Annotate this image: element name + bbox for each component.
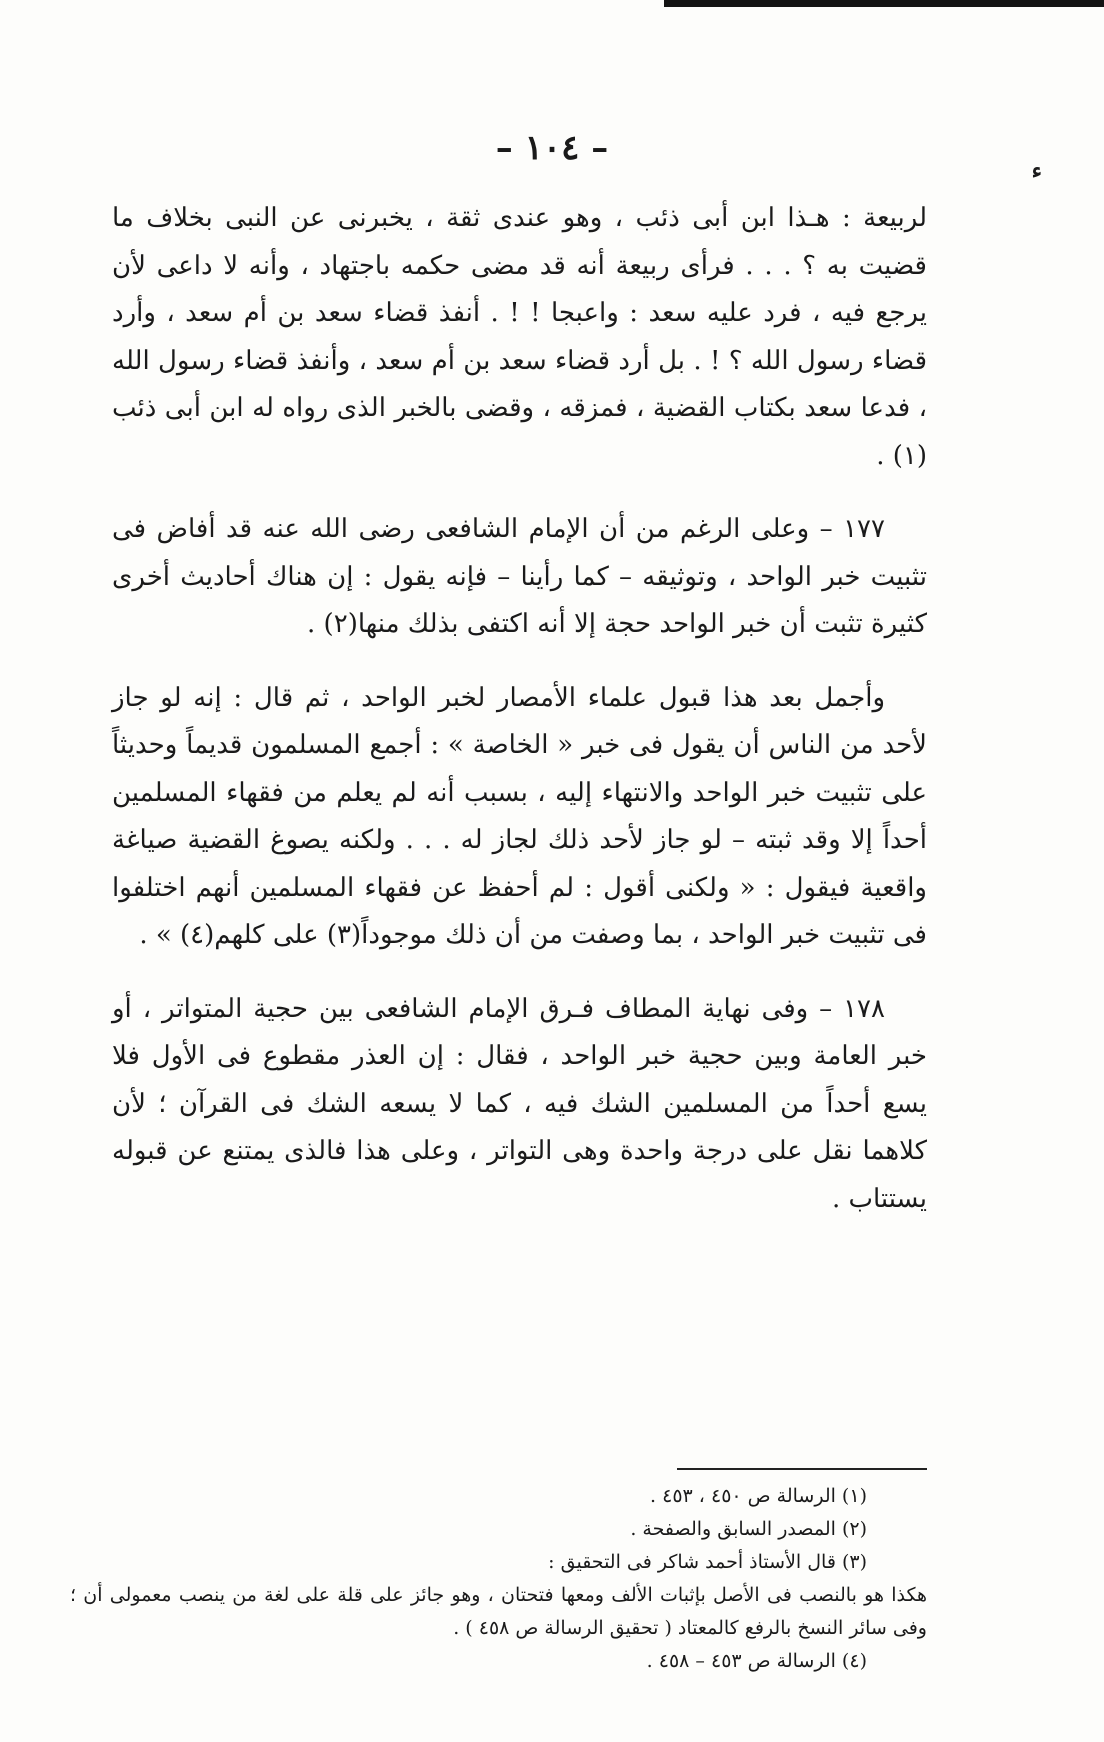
footnote-3: (٣) قال الأستاذ أحمد شاكر فى التحقيق : — [548, 1551, 867, 1573]
scan-top-edge — [664, 0, 1104, 7]
paragraph-continuation: لربيعة : هـذا ابن أبى ذئب ، وهو عندى ثقة ، يخبرنى عن النبى بخلاف ما قضيت به ؟ . . . فرأى ربيعة أنه قد مضى حكمه باجتهاد ، وأنه لا داعى لأن يرجع فيه ، فرد عليه سعد : واعبجا ! ! . أنفذ قضاء سعد بن أم سعد ، وأرد قضاء رسول الله ؟ ! . بل أرد قضاء سعد بن أم سعد ، وأنفذ قضاء رسول الله ، فدعا سعد بكتاب القضية ، فمزقه ، وقضى بالخبر الذى رواه له ابن أبى ذئب (١) . — [112, 203, 927, 471]
footnote-divider — [677, 1468, 927, 1470]
paragraph-178: ١٧٨ – وفى نهاية المطاف فـرق الإمام الشافعى بين حجية المتواتر ، أو خبر العامة وبين حجية خبر الواحد ، فقال : إن العذر مقطوع فى الأول فلا يسع أحداً من المسلمين الشك فيه ، كما لا يسعه الشك فى القرآن ؛ لأن كلاهما نقل على درجة واحدة وهى التواتر ، وعلى هذا فالذى يمتنع عن قبوله يستتاب . — [112, 993, 927, 1214]
footnote-2: (٢) المصدر السابق والصفحة . — [630, 1518, 867, 1540]
body-text — [112, 195, 927, 1249]
footnote-3-text: هكذا هو بالنصب فى الأصل بإثبات الألف ومعها فتحتان ، وهو جائز على قلة على لغة من ينصب معمولى أن ؛ وفى سائر النسخ بالرفع كالمعتاد ( تحقيق الرسالة ص ٤٥٨ ) . — [70, 1584, 927, 1639]
footnote-4: (٤) الرسالة ص ٤٥٣ – ٤٥٨ . — [646, 1650, 867, 1672]
margin-mark: ء — [1031, 158, 1042, 184]
footnotes — [70, 1480, 927, 1678]
page-number: – ١٠٤ – — [495, 128, 609, 168]
paragraph-consensus: وأجمل بعد هذا قبول علماء الأمصار لخبر الواحد ، ثم قال : إنه لو جاز لأحد من الناس أن يقول فى خبر « الخاصة » : أجمع المسلمون قديماً وحديثاً على تثبيت خبر الواحد والانتهاء إليه ، بسبب أنه لم يعلم من فقهاء المسلمين أحداً إلا وقد ثبته – لو جاز لأحد ذلك لجاز له . . . ولكنه يصوغ القضية صياغة واقعية فيقول : « ولكنى أقول : لم أحفظ عن فقهاء المسلمين أنهم اختلفوا فى تثبيت خبر الواحد ، بما وصفت من أن ذلك موجوداً(٣) على كلهم(٤) » . — [112, 682, 927, 950]
paragraph-177: ١٧٧ – وعلى الرغم من أن الإمام الشافعى رضى الله عنه قد أفاض فى تثبيت خبر الواحد ، وتوثيقه – كما رأينا – فإنه يقول : إن هناك أحاديث أخرى كثيرة تثبت أن خبر الواحد حجة إلا أنه اكتفى بذلك منها(٢) . — [112, 514, 927, 639]
footnote-1: (١) الرسالة ص ٤٥٠ ، ٤٥٣ . — [650, 1485, 867, 1507]
